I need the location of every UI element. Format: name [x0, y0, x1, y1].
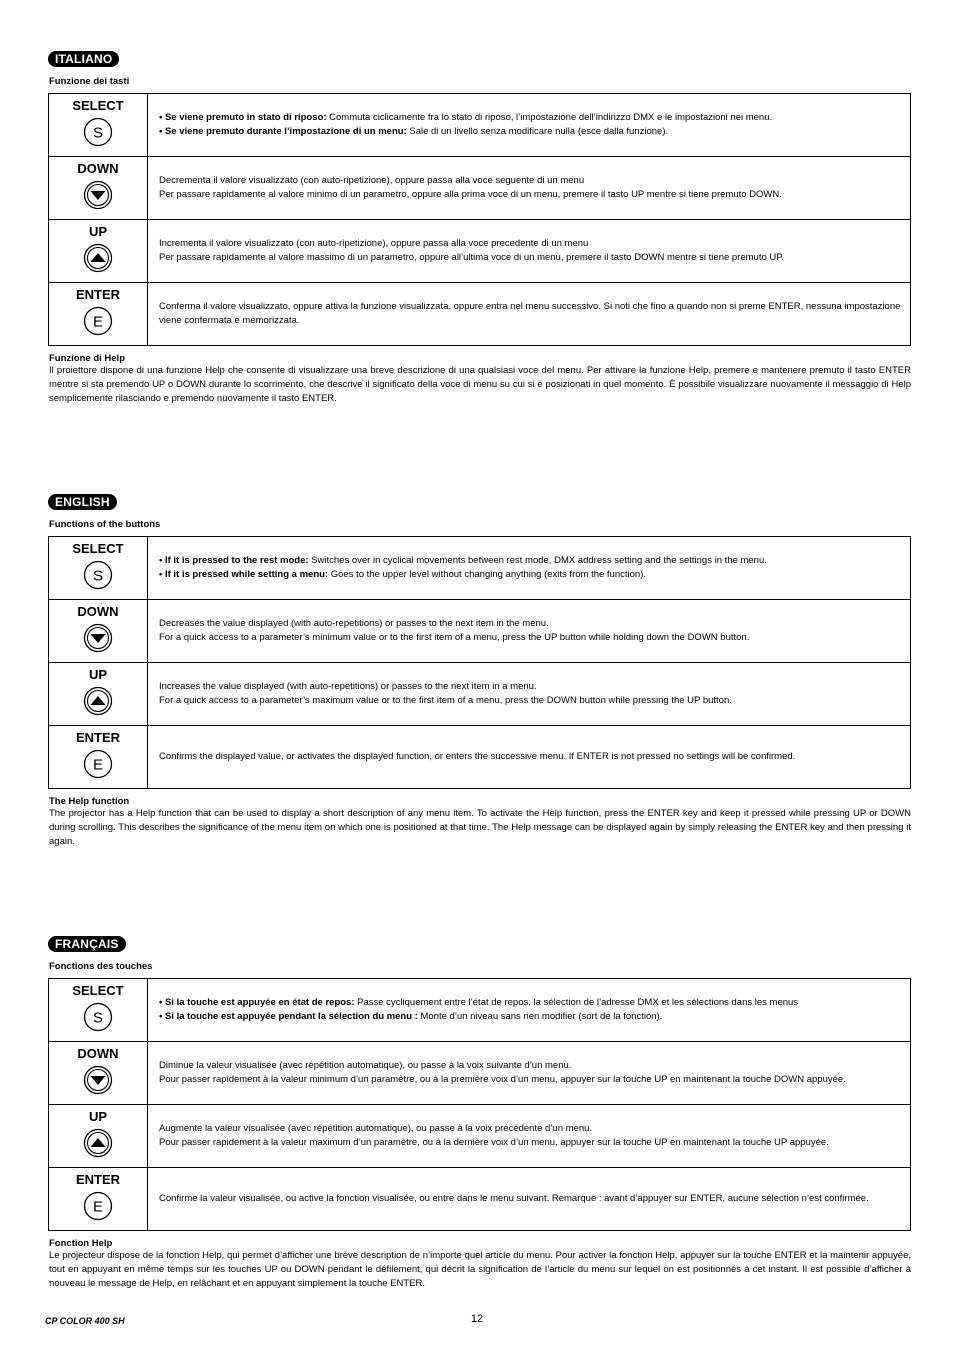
- enter-key-icon: [83, 1191, 113, 1221]
- key-name: DOWN: [77, 161, 119, 176]
- key-name: ENTER: [75, 1172, 121, 1187]
- select-key-icon: [83, 117, 113, 147]
- button-functions-table: [48, 93, 911, 346]
- key-cell: [49, 726, 148, 789]
- key-cell: [49, 600, 148, 663]
- table-row: [49, 663, 911, 726]
- language-badge: ENGLISH: [48, 494, 117, 510]
- key-name: UP: [88, 224, 108, 239]
- description-line: [159, 1136, 908, 1150]
- key-description: [148, 663, 911, 726]
- description-line: [159, 680, 908, 694]
- language-section: [48, 493, 911, 849]
- description-text: Goes to the upper level without changing anything (exits from the function).: [328, 569, 646, 580]
- description-text: Per passare rapidamente al valore massimo di un parametro, oppure all’ultima voce di un menu, premere il tasto DOWN mentre si tiene premuto UP.: [159, 252, 784, 263]
- description-text: For a quick access to a parameter’s maximum value or to the first item of a menu, press the DOWN button while pressing the UP button.: [159, 695, 732, 706]
- svg-text:E: E: [92, 1198, 104, 1216]
- key-cell: [49, 157, 148, 220]
- section-subtitle: Funzione dei tasti: [49, 76, 130, 87]
- description-text: Sale di un livello senza modificare nulla (esce dalla funzione).: [406, 126, 669, 137]
- description-text: Confirme la valeur visualisée, ou active la fonction visualisée, ou entre dans le menu suivant. Remarque : avant d’appuyer sur ENTER, aucune sélection n’est confirmée.: [159, 1193, 869, 1204]
- description-line: [159, 1192, 908, 1206]
- key-name: ENTER: [75, 730, 121, 745]
- description-line: [159, 694, 908, 708]
- description-bold: • Se viene premuto in stato di riposo:: [159, 112, 327, 123]
- key-name: DOWN: [77, 604, 119, 619]
- language-section: [48, 50, 911, 406]
- description-bold: • If it is pressed to the rest mode:: [159, 555, 309, 566]
- table-row: [49, 94, 911, 157]
- help-paragraph: Le projecteur dispose de la fonction Help, qui permet d’afficher une brève description de n’importe quel article du menu. Pour activer la fonction Help, appuyer sur la touche ENTER et la maintenir appuyée, tout en appuyant en même temps sur les touches UP ou DOWN pendant le défilement, qui décrit la signification de l’article du menu sur lequel on est positionnés à cet instant. Il est possible d’afficher à nouveau le message de Help, en relâchant et en appuyant simplement la touche ENTER.: [49, 1250, 911, 1289]
- description-line: [159, 1122, 908, 1136]
- language-badge: ITALIANO: [48, 51, 119, 67]
- description-text: Monte d’un niveau sans rien modifier (sort de la fonction).: [417, 1011, 663, 1022]
- table-row: [49, 726, 911, 789]
- description-text: For a quick access to a parameter’s minimum value or to the first item of a menu, press the UP button while holding down the DOWN button.: [159, 632, 750, 643]
- help-paragraph: Il proiettore dispone di una funzione Help che consente di visualizzare una breve descrizione di una qualsiasi voce del menu. Per attivare la funzione Help, premere e mantenere premuto il tasto ENTER mentre si sta premendo UP o DOWN durante lo scorrimento, che descrive il significato della voce di menu su cui si è posizionati in quel momento. È possibile visualizzare nuovamente il messaggio di Help semplicemente rilasciando e premendo nuovamente il tasto ENTER.: [49, 365, 911, 404]
- key-cell: [49, 283, 148, 346]
- description-line: [159, 1059, 908, 1073]
- key-description: [148, 94, 911, 157]
- description-text: Confirms the displayed value, or activates the displayed function, or enters the successive menu. If ENTER is not pressed no settings will be confirmed.: [159, 751, 796, 762]
- description-line: [159, 568, 908, 582]
- key-name: UP: [88, 667, 108, 682]
- key-description: [148, 220, 911, 283]
- key-description: [148, 1042, 911, 1105]
- key-name: SELECT: [72, 983, 124, 998]
- key-description: [148, 979, 911, 1042]
- description-text: Diminue la valeur visualisée (avec répétition automatique), ou passe à la voix suivante d’un menu.: [159, 1060, 572, 1071]
- section-subtitle: Fonctions des touches: [49, 961, 153, 972]
- key-name: SELECT: [72, 98, 124, 113]
- description-line: [159, 750, 908, 764]
- description-text: Augmente la valeur visualisée (avec répétition automatique), ou passe à la voix précédente d’un menu.: [159, 1123, 593, 1134]
- description-text: Pour passer rapidement à la valeur maximum d’un paramètre, ou à la dernière voix d’un menu, appuyer sur la touche UP en maintenant la touche UP appuyée.: [159, 1137, 829, 1148]
- key-description: [148, 537, 911, 600]
- svg-text:E: E: [92, 756, 104, 774]
- down-arrow-icon: [83, 623, 113, 653]
- table-row: [49, 979, 911, 1042]
- up-arrow-icon: [83, 243, 113, 273]
- table-row: [49, 1105, 911, 1168]
- key-cell: [49, 1168, 148, 1231]
- key-name: UP: [88, 1109, 108, 1124]
- key-cell: [49, 663, 148, 726]
- enter-key-icon: [83, 306, 113, 336]
- description-line: [159, 1010, 908, 1024]
- table-row: [49, 157, 911, 220]
- description-text: Incrementa il valore visualizzato (con auto-ripetizione), oppure passa alla voce precedente di un menu: [159, 238, 589, 249]
- description-text: Decreases the value displayed (with auto-repetitions) or passes to the next item in the menu.: [159, 618, 549, 629]
- help-title: Funzione di Help: [49, 353, 125, 364]
- help-title: The Help function: [49, 796, 130, 807]
- description-bold: • Se viene premuto durante l’impostazione di un menu:: [159, 126, 407, 137]
- svg-text:S: S: [92, 124, 104, 142]
- description-bold: • If it is pressed while setting a menu:: [159, 569, 329, 580]
- key-cell: [49, 537, 148, 600]
- description-line: [159, 251, 908, 265]
- description-line: [159, 125, 908, 139]
- down-arrow-icon: [83, 180, 113, 210]
- description-line: [159, 300, 908, 328]
- description-line: [159, 1073, 908, 1087]
- language-section: [48, 935, 911, 1291]
- key-cell: [49, 94, 148, 157]
- key-cell: [49, 979, 148, 1042]
- enter-key-icon: [83, 749, 113, 779]
- description-bold: • Si la touche est appuyée en état de repos:: [159, 997, 355, 1008]
- table-row: [49, 283, 911, 346]
- help-paragraph: The projector has a Help function that can be used to display a short description of any menu item. To activate the Help function, press the ENTER key and keep it pressed while pressing UP or DOWN during scrolling. This describes the significance of the menu item on which one is positioned at that time. The Help message can be displayed again by simply releasing the ENTER key and then pressing it again.: [49, 808, 911, 847]
- description-bold: • Si la touche est appuyée pendant la sélection du menu :: [159, 1011, 418, 1022]
- description-text: Conferma il valore visualizzato, oppure attiva la funzione visualizzata, oppure entra nel menu successivo. Si noti che fino a quando non si preme ENTER, nessuna impostazione viene confermata e memorizzata.: [159, 301, 901, 326]
- key-cell: [49, 220, 148, 283]
- key-name: DOWN: [77, 1046, 119, 1061]
- table-row: [49, 600, 911, 663]
- description-line: [159, 111, 908, 125]
- key-description: [148, 726, 911, 789]
- key-cell: [49, 1042, 148, 1105]
- description-line: [159, 174, 908, 188]
- up-arrow-icon: [83, 1128, 113, 1158]
- footer-model: CP COLOR 400 SH: [45, 1316, 125, 1326]
- key-description: [148, 1105, 911, 1168]
- svg-text:S: S: [92, 567, 104, 585]
- section-subtitle: Functions of the buttons: [49, 519, 161, 530]
- key-name: ENTER: [75, 287, 121, 302]
- key-cell: [49, 1105, 148, 1168]
- table-row: [49, 537, 911, 600]
- down-arrow-icon: [83, 1065, 113, 1095]
- page-number: 12: [470, 1313, 484, 1325]
- table-row: [49, 1042, 911, 1105]
- svg-text:E: E: [92, 313, 104, 331]
- description-line: [159, 554, 908, 568]
- description-line: [159, 188, 908, 202]
- button-functions-table: [48, 536, 911, 789]
- description-text: Per passare rapidamente al valore minimo di un parametro, oppure alla prima voce di un menu, premere il tasto UP mentre si tiene premuto DOWN.: [159, 189, 782, 200]
- select-key-icon: [83, 560, 113, 590]
- description-line: [159, 631, 908, 645]
- language-badge: FRANÇAIS: [48, 936, 126, 952]
- description-line: [159, 617, 908, 631]
- select-key-icon: [83, 1002, 113, 1032]
- svg-text:S: S: [92, 1009, 104, 1027]
- key-description: [148, 1168, 911, 1231]
- description-text: Pour passer rapidement à la valeur minimum d’un paramètre, ou à la première voix d’un menu, appuyer sur la touche UP en maintenant la touche DOWN appuyée.: [159, 1074, 846, 1085]
- table-row: [49, 220, 911, 283]
- description-line: [159, 237, 908, 251]
- description-text: Decrementa il valore visualizzato (con auto-ripetizione), oppure passa alla voce seguente di un menu: [159, 175, 585, 186]
- key-name: SELECT: [72, 541, 124, 556]
- key-description: [148, 600, 911, 663]
- help-title: Fonction Help: [49, 1238, 113, 1249]
- up-arrow-icon: [83, 686, 113, 716]
- button-functions-table: [48, 978, 911, 1231]
- description-line: [159, 996, 908, 1010]
- table-row: [49, 1168, 911, 1231]
- description-text: Passe cycliquement entre l’état de repos, la sélection de l’adresse DMX et les sélections dans les menus: [354, 997, 799, 1008]
- description-text: Commuta ciclicamente fra lo stato di riposo, l’impostazione dell’indirizzo DMX e le impostazioni nei menu.: [326, 112, 773, 123]
- description-text: Increases the value displayed (with auto-repetitions) or passes to the next item in a menu.: [159, 681, 537, 692]
- key-description: [148, 157, 911, 220]
- description-text: Switches over in cyclical movements between rest mode, DMX address setting and the settings in the menu.: [308, 555, 767, 566]
- key-description: [148, 283, 911, 346]
